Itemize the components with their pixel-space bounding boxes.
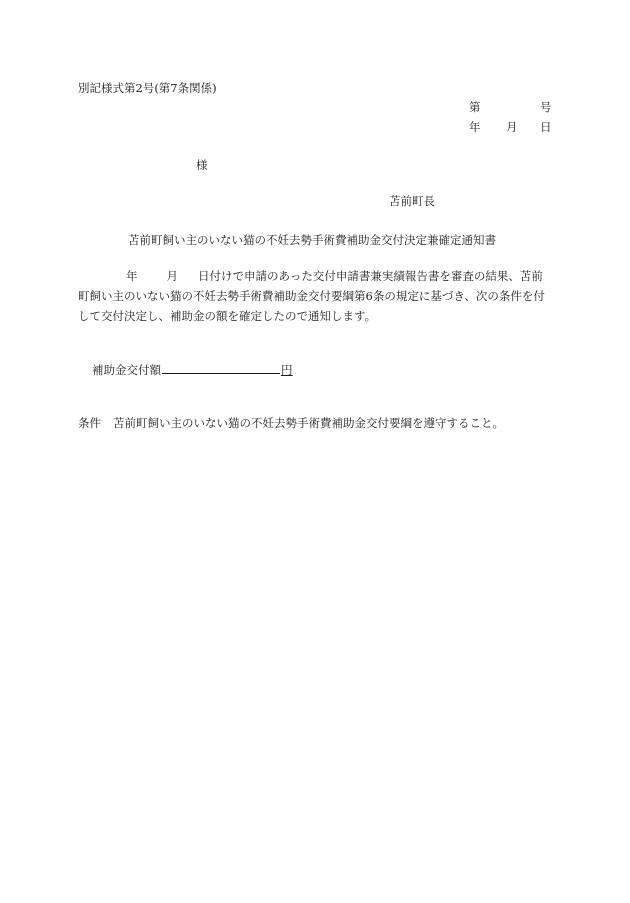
- issuer-name: 苫前町長: [389, 194, 435, 208]
- document-title: 苫前町飼い主のいない猫の不妊去勢手術費補助金交付決定兼確定通知書: [128, 233, 496, 247]
- condition-label: 条件: [78, 416, 101, 430]
- body-month: 月: [166, 269, 178, 283]
- body-year: 年: [126, 269, 138, 283]
- body-paragraph: [78, 266, 552, 326]
- body-line-1: [78, 266, 552, 286]
- condition-text: 苫前町飼い主のいない猫の不妊去勢手術費補助金交付要綱を遵守すること。: [113, 416, 504, 430]
- body-line-2: 町飼い主のいない猫の不妊去勢手術費補助金交付要綱第6条の規定に基づき、次の条件を付: [78, 289, 545, 303]
- body-line-1-text: 日付けで申請のあった交付申請書兼実績報告書を審査の結果、苫前: [198, 269, 543, 283]
- addressee-suffix: 様: [196, 158, 208, 172]
- body-line-3: して交付決定し、補助金の額を確定したので通知します。: [78, 309, 377, 323]
- amount-unit: 円: [281, 363, 293, 377]
- subsidy-amount-row: [92, 361, 293, 378]
- number-prefix: 第: [469, 100, 481, 114]
- date-month: 月: [506, 120, 518, 134]
- number-suffix: 号: [540, 100, 552, 114]
- date-year: 年: [469, 120, 481, 134]
- form-label: 別記様式第2号(第7条関係): [78, 81, 217, 95]
- date-day: 日: [540, 120, 552, 134]
- condition-row: [78, 415, 504, 431]
- amount-label: 補助金交付額: [92, 363, 161, 377]
- amount-blank-field: [162, 361, 280, 374]
